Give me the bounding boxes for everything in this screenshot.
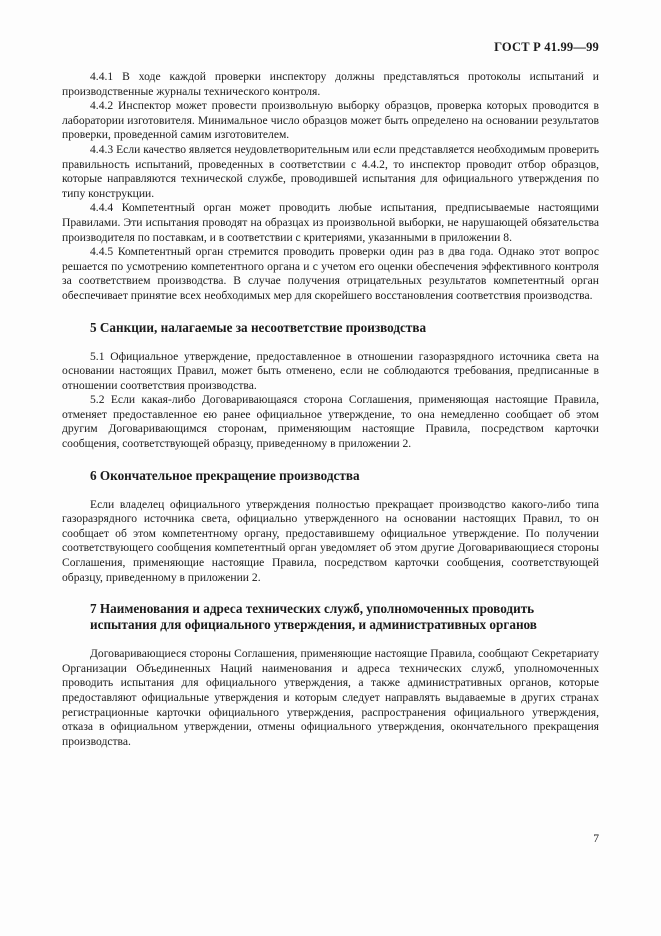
section-5-title: 5 Санкции, налагаемые за несоответствие производства bbox=[90, 319, 427, 335]
section-7-title bbox=[62, 601, 599, 633]
paragraph-4-4-2: 4.4.2 Инспектор может провести произвольную выборку образцов, проверка которых проводится в лаборатории изготовителя. Минимальное число образцов может быть определено на основании результатов проверки, проведенной самим изготовителем. bbox=[62, 99, 599, 142]
document-code-header: ГОСТ Р 41.99—99 bbox=[494, 40, 599, 54]
section-5 bbox=[62, 320, 599, 452]
paragraph-7: Договаривающиеся стороны Соглашения, применяющие настоящие Правила, сообщают Секретариату Организации Объединенных Наций наименования и адреса технических служб, уполномоченных проводить испытания для официального утверждения, а также административных органов, которые предоставляют официальные утверждения и которым следует направлять выдаваемые в других странах регистрационные карточки официального утверждения, распространения официального утверждения, отказа в официальном утверждении, отмены официального утверждения, окончательного прекращения производства. bbox=[62, 647, 599, 748]
paragraph-6: Если владелец официального утверждения полностью прекращает производство какого-либо типа газоразрядного источника света, официально утвержденного на основании настоящих Правил, то он сообщает об этом компетентному органу, предоставившему официальное утверждение. По получении соответствующего сообщения компетентный орган уведомляет об этом другие Договаривающиеся стороны Соглашения, применяющие настоящие Правила, посредством карточки сообщения, соответствующей образцу, приведенному в приложении 2. bbox=[62, 497, 599, 584]
paragraph-4-4-3: 4.4.3 Если качество является неудовлетворительным или если представляется необходимым проверить правильность испытаний, проведенных в соответствии с 4.4.2, то инспектор проводит отбор образцов, которые направляются технической службе, проводившей испытания для официального утверждения по типу конструкции. bbox=[62, 142, 599, 200]
paragraph-4-4-4: 4.4.4 Компетентный орган может проводить любые испытания, предписываемые настоящими Правилами. Эти испытания проводят на образцах из произвольной выборки, не нарушающей обязательства производителя по поставкам, и в соответствии с критериями, указанными в приложении 8. bbox=[62, 201, 599, 244]
section-7 bbox=[62, 601, 599, 749]
paragraph-4-4-5: 4.4.5 Компетентный орган стремится проводить проверки один раз в два года. Однако этот вопрос решается по усмотрению компетентного органа и с учетом его оценки обеспечения эффективного контроля за соответствием производства. В случае получения отрицательных результатов компетентный орган обеспечивает принятие всех необходимых мер для скорейшего восстановления соответствия производства. bbox=[62, 245, 599, 302]
page-number: 7 bbox=[593, 832, 599, 845]
paragraph-5-2: 5.2 Если какая-либо Договаривающаяся сторона Соглашения, применяющая настоящие Правила, отменяет предоставленное ею ранее официальное утверждение, то она немедленно сообщает об этом другим Договаривающимся сторонам, применяющим настоящие Правила, посредством карточки сообщения, соответствующей образцу, приведенному в приложении 2. bbox=[62, 393, 599, 451]
paragraph-5-1: 5.1 Официальное утверждение, предоставленное в отношении газоразрядного источника света на основании настоящих Правил, может быть отменено, если не соблюдаются требования, предписанные в отношении соответствия производства. bbox=[62, 349, 599, 392]
subsection-4-4 bbox=[62, 70, 599, 304]
section-7-title-line-1: 7 Наименования и адреса технических служб, уполномоченных проводить bbox=[90, 601, 535, 617]
paragraph-4-4-1: 4.4.1 В ходе каждой проверки инспектору должны представляться протоколы испытаний и производственные журналы технического контроля. bbox=[62, 70, 599, 98]
section-6-title: 6 Окончательное прекращение производства bbox=[90, 467, 360, 483]
section-6 bbox=[62, 468, 599, 586]
page-content bbox=[62, 70, 599, 749]
section-7-title-line-2: испытания для официального утверждения, и административных органов bbox=[90, 617, 537, 633]
